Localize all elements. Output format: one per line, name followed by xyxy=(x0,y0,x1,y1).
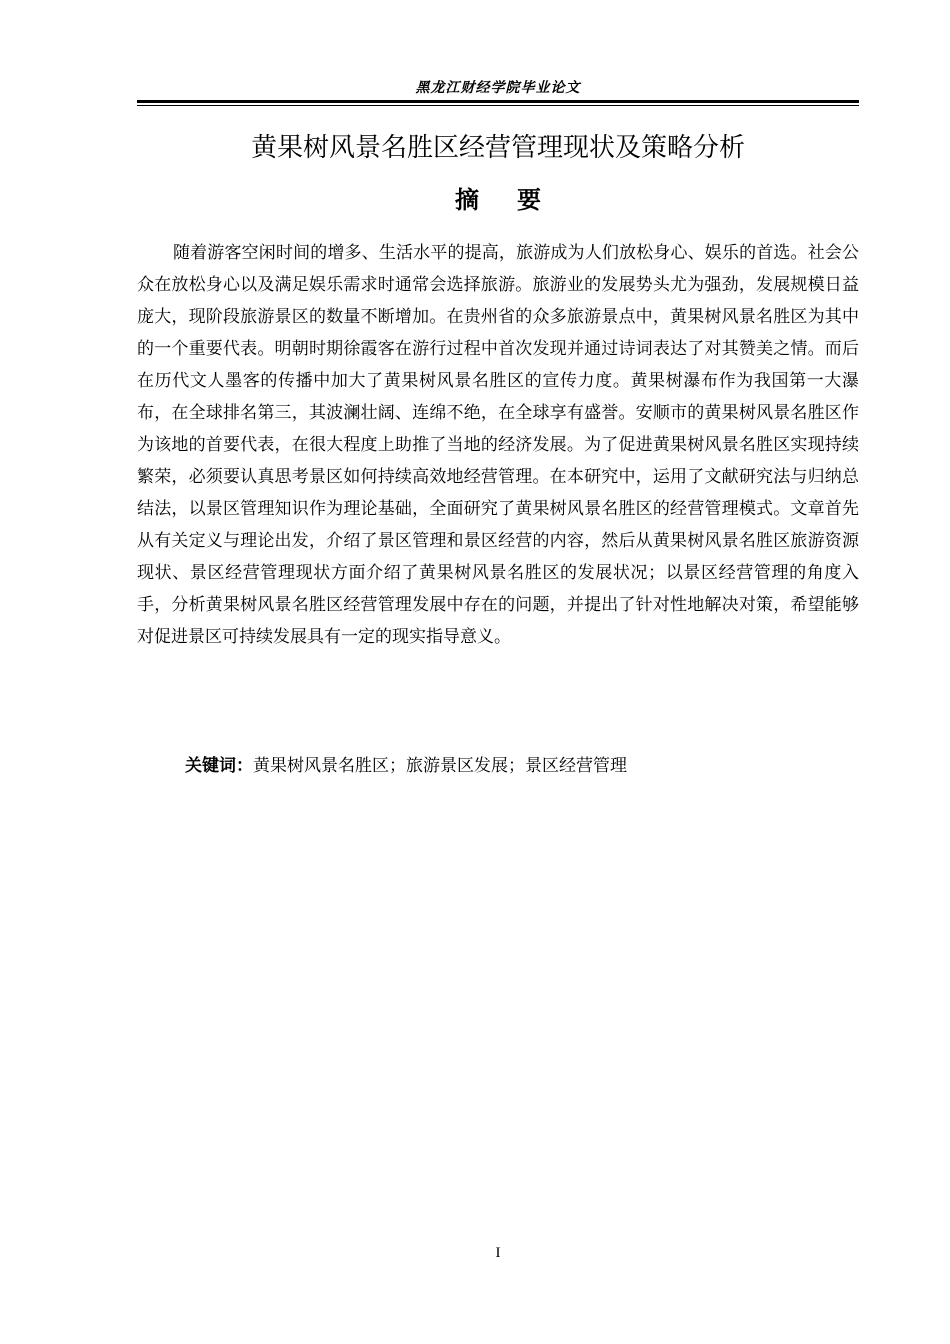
abstract-heading: 摘要 xyxy=(455,186,579,214)
document-title: 黄果树风景名胜区经营管理现状及策略分析 xyxy=(250,133,745,163)
keywords-label: 关键词： xyxy=(185,756,253,776)
keywords-line xyxy=(185,750,859,782)
running-header: 黑龙江财经学院毕业论文 xyxy=(415,80,581,96)
abstract-body: 随着游客空闲时间的增多、生活水平的提高，旅游成为人们放松身心、娱乐的首选。社会公众在放松身心以及满足娱乐需求时通常会选择旅游。旅游业的发展势头尤为强劲，发展规模日益庞大，现阶段旅游景区的数量不断增加。在贵州省的众多旅游景点中，黄果树风景名胜区为其中的一个重要代表。明朝时期徐霞客在游行过程中首次发现并通过诗词表达了对其赞美之情。而后在历代文人墨客的传播中加大了黄果树风景名胜区的宣传力度。黄果树瀑布作为我国第一大瀑布，在全球排名第三，其波澜壮阔、连绵不绝，在全球享有盛誉。安顺市的黄果树风景名胜区作为该地的首要代表，在很大程度上助推了当地的经济发展。为了促进黄果树风景名胜区实现持续繁荣，必须要认真思考景区如何持续高效地经营管理。在本研究中，运用了文献研究法与归纳总结法，以景区管理知识作为理论基础，全面研究了黄果树风景名胜区的经营管理模式。文章首先从有关定义与理论出发，介绍了景区管理和景区经营的内容，然后从黄果树风景名胜区旅游资源现状、景区经营管理现状方面介绍了黄果树风景名胜区的发展状况；以景区经营管理的角度入手，分析黄果树风景名胜区经营管理发展中存在的问题，并提出了针对性地解决对策，希望能够对促进景区可持续发展具有一定的现实指导意义。 xyxy=(137,243,859,647)
header-rule-thick xyxy=(137,100,859,103)
page-number: I xyxy=(495,1245,501,1261)
header-rule-thin xyxy=(137,105,859,106)
keywords-value: 黄果树风景名胜区；旅游景区发展；景区经营管理 xyxy=(253,756,627,776)
